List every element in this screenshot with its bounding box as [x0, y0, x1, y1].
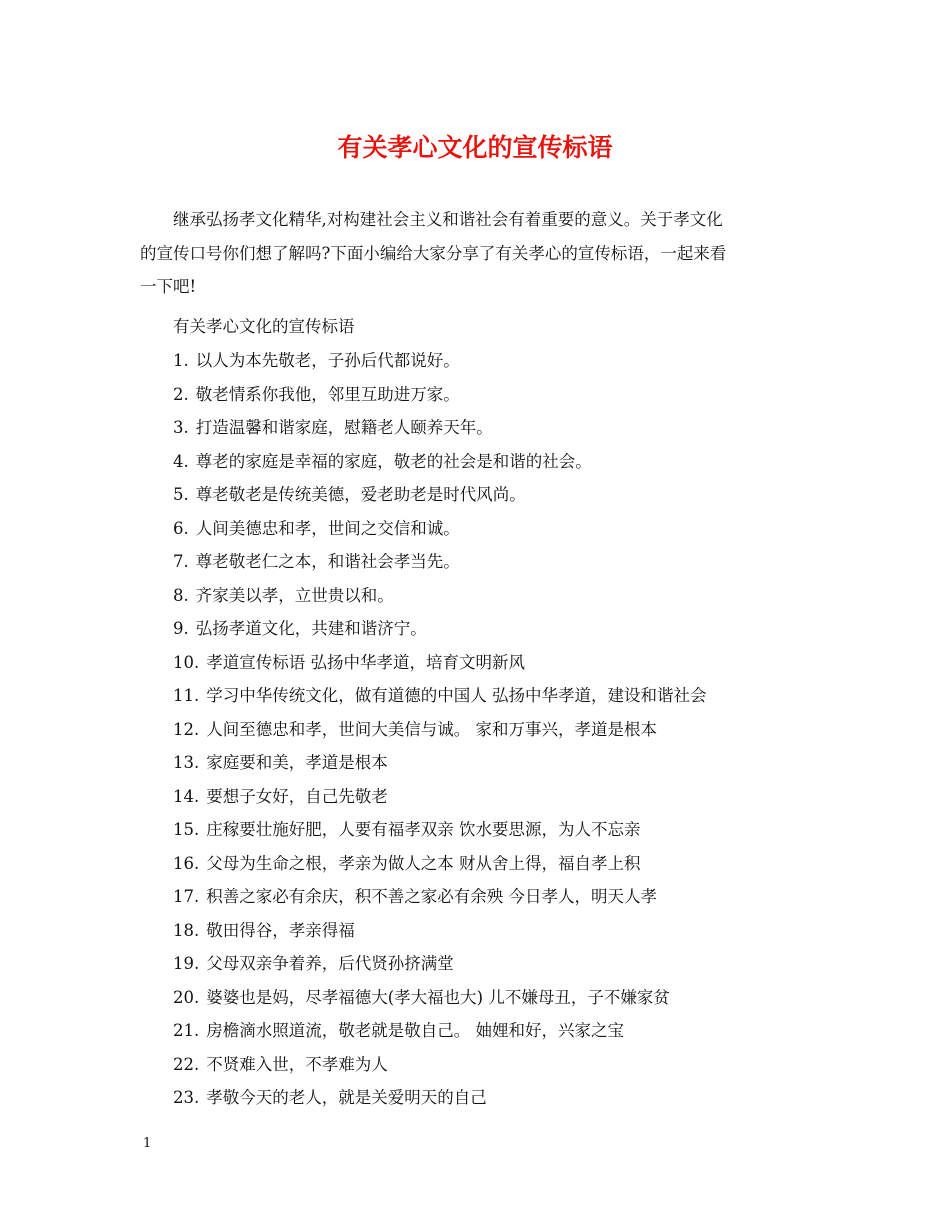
list-item-number: 16. — [173, 853, 200, 873]
list-item — [173, 1048, 813, 1082]
list-item — [173, 746, 813, 780]
list-item-text: 要想子女好，自己先敬老 — [206, 786, 388, 806]
document-title: 有关孝心文化的宣传标语 — [337, 133, 613, 162]
list-item — [173, 545, 813, 579]
list-item-text: 敬老情系你我他，邻里互助进万家。 — [195, 384, 460, 404]
intro-line: 一下吧! — [140, 277, 197, 296]
list-item-number: 9. — [173, 619, 189, 638]
list-item-number: 22. — [173, 1054, 200, 1074]
list-item-text: 父母为生命之根，孝亲为做人之本 财从舍上得，福自孝上积 — [206, 853, 641, 873]
list-item — [173, 914, 813, 948]
list-item — [173, 612, 813, 646]
list-item — [173, 713, 813, 747]
list-item-number: 20. — [173, 987, 200, 1007]
list-item-number: 10. — [173, 652, 200, 672]
list-item-text: 齐家美以孝，立世贵以和。 — [195, 585, 394, 605]
list-item-text: 婆婆也是妈，尽孝福德大(孝大福也大) 儿不嫌母丑，子不嫌家贫 — [206, 987, 670, 1007]
list-item-number: 1. — [173, 351, 189, 370]
list-item-text: 积善之家必有余庆，积不善之家必有余殃 今日孝人，明天人孝 — [206, 887, 657, 906]
list-item-number: 21. — [173, 1021, 200, 1040]
list-item-number: 7. — [173, 552, 189, 571]
list-item-text: 家庭要和美，孝道是根本 — [206, 753, 388, 772]
intro-line: 继承弘扬孝文化精华,对构建社会主义和谐社会有着重要的意义。关于孝文化 — [173, 210, 723, 229]
list-item-text: 孝道宣传标语 弘扬中华孝道，培育文明新风 — [206, 652, 525, 672]
list-item-number: 18. — [173, 920, 200, 940]
list-item-text: 父母双亲争着养，后代贤孙挤满堂 — [206, 954, 454, 973]
list-item — [173, 813, 813, 847]
list-item-text: 尊老的家庭是幸福的家庭，敬老的社会是和谐的社会。 — [195, 451, 592, 471]
list-item-number: 15. — [173, 820, 200, 839]
list-item-number: 8. — [173, 585, 189, 605]
list-item — [173, 579, 813, 613]
list-item — [173, 847, 813, 881]
list-item — [173, 679, 813, 713]
list-item-number: 5. — [173, 485, 189, 504]
list-item-text: 打造温馨和谐家庭，慰籍老人颐养天年。 — [195, 418, 493, 437]
list-item-number: 4. — [173, 451, 189, 471]
list-item-text: 人间至德忠和孝，世间大美信与诚。 家和万事兴，孝道是根本 — [206, 719, 657, 739]
list-item — [173, 478, 813, 512]
list-item-text: 学习中华传统文化，做有道德的中国人 弘扬中华孝道，建设和谐社会 — [206, 686, 707, 705]
list-item — [173, 981, 813, 1015]
list-item-number: 23. — [173, 1088, 200, 1107]
intro-paragraph — [140, 203, 812, 304]
list-item-number: 14. — [173, 786, 200, 806]
list-item-text: 庄稼要壮施好肥，人要有福孝双亲 饮水要思源，为人不忘亲 — [206, 820, 641, 839]
list-item — [173, 1014, 813, 1048]
list-item-text: 尊老敬老仁之本，和谐社会孝当先。 — [195, 552, 460, 571]
list-item — [173, 344, 813, 378]
list-item-number: 2. — [173, 384, 189, 404]
list-item — [173, 445, 813, 479]
list-item-number: 3. — [173, 418, 189, 437]
list-item-text: 孝敬今天的老人，就是关爱明天的自己 — [206, 1088, 487, 1107]
list-item — [173, 1081, 813, 1115]
list-item-text: 不贤难入世，不孝难为人 — [206, 1054, 388, 1074]
list-heading: 有关孝心文化的宣传标语 — [173, 317, 355, 336]
list-item-text: 人间美德忠和孝，世间之交信和诚。 — [195, 518, 460, 538]
list-item-text: 房檐滴水照道流，敬老就是敬自己。 妯娌和好，兴家之宝 — [206, 1021, 624, 1040]
list-item — [173, 780, 813, 814]
list-item-number: 12. — [173, 719, 200, 739]
page-number: 1 — [143, 1136, 152, 1151]
list-item — [173, 512, 813, 546]
list-item-text: 尊老敬老是传统美德，爱老助老是时代风尚。 — [195, 485, 526, 504]
list-item — [173, 947, 813, 981]
list-item-number: 19. — [173, 954, 200, 973]
list-item-text: 弘扬孝道文化，共建和谐济宁。 — [195, 619, 427, 638]
list-item-number: 17. — [173, 887, 200, 906]
list-item — [173, 646, 813, 680]
list-item-number: 11. — [173, 686, 200, 705]
list-item — [173, 378, 813, 412]
list-item-number: 13. — [173, 753, 200, 772]
list-item-number: 6. — [173, 518, 189, 538]
intro-line: 的宣传口号你们想了解吗?下面小编给大家分享了有关孝心的宣传标语，一起来看 — [140, 243, 727, 263]
list-item-text: 以人为本先敬老，子孙后代都说好。 — [195, 351, 460, 370]
list-item — [173, 411, 813, 445]
slogan-list — [173, 344, 813, 1115]
list-item — [173, 880, 813, 914]
list-item-text: 敬田得谷，孝亲得福 — [206, 920, 355, 940]
